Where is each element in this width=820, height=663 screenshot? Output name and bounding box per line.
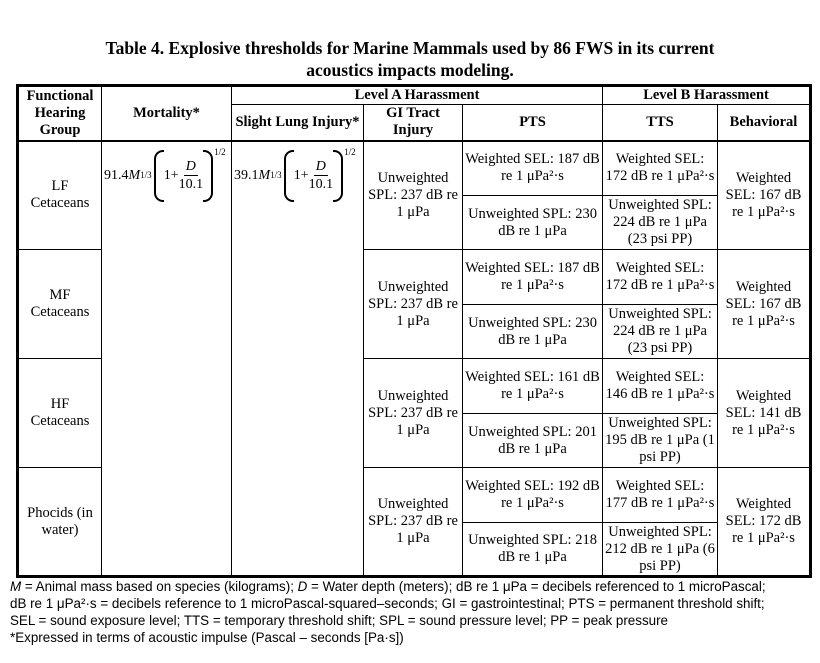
- mortality-formula-cell: [102, 141, 232, 577]
- pts-weighted-cell: Weighted SEL: 187 dB re 1 μPa²·s: [463, 141, 603, 196]
- pts-unweighted-cell: Unweighted SPL: 201 dB re 1 μPa: [463, 414, 603, 468]
- gi-tract-cell: Unweighted SPL: 237 dB re 1 μPa: [364, 250, 463, 359]
- group-cell: MF Cetaceans: [18, 250, 102, 359]
- header-level-b: Level B Harassment: [603, 86, 811, 105]
- footnotes: [10, 578, 815, 646]
- group-cell: Phocids (in water): [18, 468, 102, 577]
- mortality-formula: 91.4 M 1/3 1+ $\frac{D}{10.1}$ 1/2: [104, 150, 229, 202]
- header-mortality: Mortality*: [102, 86, 232, 141]
- group-cell: LF Cetaceans: [18, 141, 102, 250]
- header-slight-lung-injury: Slight Lung Injury*: [232, 105, 364, 141]
- footnote-line-4: *Expressed in terms of acoustic impulse (Pascal – seconds [Pa·s]): [10, 630, 404, 645]
- gi-tract-cell: Unweighted SPL: 237 dB re 1 μPa: [364, 468, 463, 577]
- title-line-2: acoustics impacts modeling.: [306, 60, 514, 80]
- header-pts: PTS: [463, 105, 603, 141]
- tts-unweighted-cell: Unweighted SPL: 224 dB re 1 μPa (23 psi PP): [603, 305, 718, 359]
- tts-weighted-cell: Weighted SEL: 172 dB re 1 μPa²·s: [603, 141, 718, 196]
- behavioral-cell: Weighted SEL: 141 dB re 1 μPa²·s: [718, 359, 811, 468]
- thresholds-table: [16, 84, 812, 578]
- header-behavioral: Behavioral: [718, 105, 811, 141]
- pts-weighted-cell: Weighted SEL: 187 dB re 1 μPa²·s: [463, 250, 603, 305]
- behavioral-cell: Weighted SEL: 167 dB re 1 μPa²·s: [718, 141, 811, 250]
- tts-weighted-cell: Weighted SEL: 177 dB re 1 μPa²·s: [603, 468, 718, 523]
- behavioral-cell: Weighted SEL: 172 dB re 1 μPa²·s: [718, 468, 811, 577]
- tts-weighted-cell: Weighted SEL: 172 dB re 1 μPa²·s: [603, 250, 718, 305]
- pts-weighted-cell: Weighted SEL: 161 dB re 1 μPa²·s: [463, 359, 603, 414]
- gi-tract-cell: Unweighted SPL: 237 dB re 1 μPa: [364, 359, 463, 468]
- pts-unweighted-cell: Unweighted SPL: 230 dB re 1 μPa: [463, 196, 603, 250]
- title-line-1: Table 4. Explosive thresholds for Marine Mammals used by 86 FWS in its current: [105, 38, 715, 58]
- group-cell: HF Cetaceans: [18, 359, 102, 468]
- footnote-line-3: SEL = sound exposure level; TTS = temporary threshold shift; SPL = sound pressure level; PP = peak pressure: [10, 613, 668, 628]
- pts-unweighted-cell: Unweighted SPL: 218 dB re 1 μPa: [463, 523, 603, 577]
- pts-weighted-cell: Weighted SEL: 192 dB re 1 μPa²·s: [463, 468, 603, 523]
- header-gi-tract-injury: GI Tract Injury: [364, 105, 463, 141]
- header-functional-hearing-group: Functional Hearing Group: [18, 86, 102, 141]
- slight-lung-formula: 39.1 M 1/3 1+ $\frac{D}{10.1}$ 1/2: [234, 150, 361, 202]
- footnote-line-1: M = Animal mass based on species (kilograms); D = Water depth (meters); dB re 1 μPa = decibels referenced to 1 microPascal;: [10, 579, 766, 594]
- tts-weighted-cell: Weighted SEL: 146 dB re 1 μPa²·s: [603, 359, 718, 414]
- slight-lung-formula-cell: [232, 141, 364, 577]
- tts-unweighted-cell: Unweighted SPL: 212 dB re 1 μPa (6 psi PP): [603, 523, 718, 577]
- gi-tract-cell: Unweighted SPL: 237 dB re 1 μPa: [364, 141, 463, 250]
- behavioral-cell: Weighted SEL: 167 dB re 1 μPa²·s: [718, 250, 811, 359]
- header-tts: TTS: [603, 105, 718, 141]
- pts-unweighted-cell: Unweighted SPL: 230 dB re 1 μPa: [463, 305, 603, 359]
- tts-unweighted-cell: Unweighted SPL: 224 dB re 1 μPa (23 psi PP): [603, 196, 718, 250]
- table-title: [0, 37, 820, 81]
- footnote-line-2: dB re 1 μPa²·s = decibels reference to 1 microPascal-squared–seconds; GI = gastrointestinal; PTS = permanent threshold shift;: [10, 596, 765, 611]
- header-level-a: Level A Harassment: [232, 86, 603, 105]
- tts-unweighted-cell: Unweighted SPL: 195 dB re 1 μPa (1 psi PP): [603, 414, 718, 468]
